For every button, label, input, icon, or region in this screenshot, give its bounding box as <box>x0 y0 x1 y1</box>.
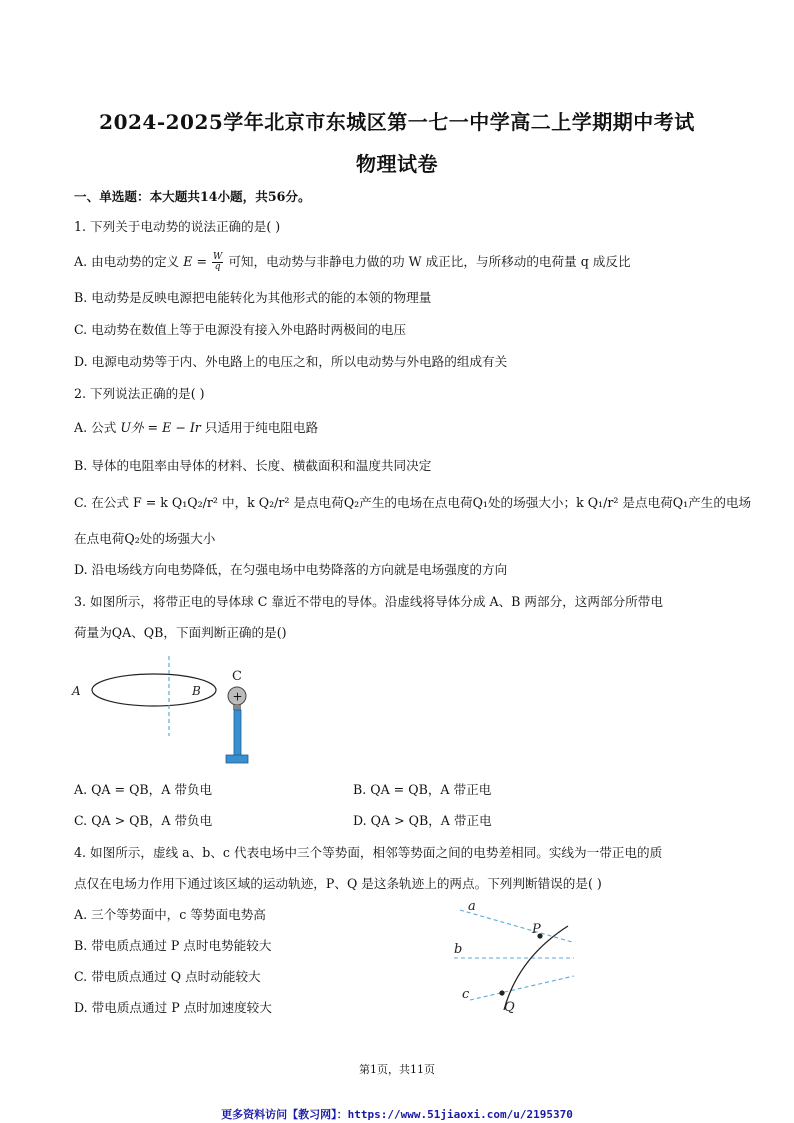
q1-option-a: A. 由电动势的定义 E = $\frac{W}{q}$ 可知，电动势与非静电力做的功 W 成正比，与所移动的电荷量 q 成反比 <box>74 252 631 272</box>
q1-option-d: D. 电源电动势等于内、外电路上的电压之和，所以电动势与外电路的组成有关 <box>74 354 508 369</box>
label-p: P <box>532 922 541 937</box>
q3-option-c: C. QA > QB，A 带负电 <box>74 813 213 828</box>
exam-title: 2024-2025学年北京市东城区第一七一中学高二上学期期中考试 <box>99 110 695 134</box>
q3-label-b: B <box>192 684 201 698</box>
point-q <box>499 990 504 995</box>
equipotential-a <box>460 910 572 942</box>
q3-option-d: D. QA > QB，A 带正电 <box>353 813 492 828</box>
q1-stem: 1. 下列关于电动势的说法正确的是( ) <box>74 219 281 234</box>
equipotential-c <box>470 976 574 1000</box>
q3-label-a: A <box>72 684 81 698</box>
q4-stem-line1: 4. 如图所示，虚线 a、b、c 代表电场中三个等势面，相邻等势面之间的电势差相同。实线为一带正电的质 <box>74 845 663 860</box>
stand-base <box>226 755 248 763</box>
q3-stem-line1: 3. 如图所示，将带正电的导体球 C 靠近不带电的导体。沿虚线将导体分成 A、B 两部分，这两部分所带电 <box>74 594 663 609</box>
label-q: Q <box>504 1000 515 1015</box>
q2-stem: 2. 下列说法正确的是( ) <box>74 386 205 401</box>
q2-option-d: D. 沿电场线方向电势降低，在匀强电场中电势降落的方向就是电场强度的方向 <box>74 562 508 577</box>
q4-option-b: B. 带电质点通过 P 点时电势能较大 <box>74 938 272 953</box>
q1-fraction: $\frac{W}{q}$ <box>213 252 223 272</box>
q3-option-b: B. QA = QB，A 带正电 <box>353 782 492 797</box>
q4-option-a: A. 三个等势面中，c 等势面电势高 <box>74 907 266 922</box>
q4-option-c: C. 带电质点通过 Q 点时动能较大 <box>74 969 261 984</box>
q3-option-a: A. QA = QB，A 带负电 <box>74 782 213 797</box>
label-b: b <box>454 942 463 957</box>
exam-subtitle: 物理试卷 <box>356 152 438 176</box>
q3-figure <box>66 654 276 770</box>
q4-figure <box>440 896 590 1018</box>
plus-sign: + <box>232 689 243 704</box>
trajectory <box>504 926 568 1010</box>
section-heading: 一、单选题：本大题共14小题，共56分。 <box>74 189 311 204</box>
q4-stem-line2: 点仅在电场力作用下通过该区域的运动轨迹，P、Q 是这条轨迹上的两点。下列判断错误的是( ) <box>74 876 602 891</box>
q4-option-d: D. 带电质点通过 P 点时加速度较大 <box>74 1000 272 1015</box>
q1-option-c: C. 电动势在数值上等于电源没有接入外电路时两极间的电压 <box>74 322 407 337</box>
resource-link[interactable]: 更多资料访问【教习网】：https://www.51jiaoxi.com/u/2195370 <box>221 1108 573 1121</box>
q3-stem-line2: 荷量为QA、QB，下面判断正确的是() <box>74 625 287 640</box>
q2-option-a: A. 公式 U外 = E − Ir 只适用于纯电阻电路 <box>74 420 319 435</box>
q3-label-c: C <box>232 669 242 684</box>
q2-option-c-line2: 在点电荷Q₂处的场强大小 <box>74 531 216 546</box>
q2-option-c-line1: C. 在公式 F = k Q₁Q₂/r² 中，k Q₂/r² 是点电荷Q₂产生的电场在点电荷Q₁处的场强大小；k Q₁/r² 是点电荷Q₁产生的电场 <box>74 495 752 510</box>
stand-pole <box>234 710 241 756</box>
label-a: a <box>468 899 476 914</box>
page-footer: 第1页，共11页 <box>359 1063 435 1076</box>
label-c: c <box>462 987 470 1002</box>
q1-option-b: B. 电动势是反映电源把电能转化为其他形式的能的本领的物理量 <box>74 290 432 305</box>
stand-neck <box>233 705 241 710</box>
q2-option-b: B. 导体的电阻率由导体的材料、长度、横截面积和温度共同决定 <box>74 458 432 473</box>
